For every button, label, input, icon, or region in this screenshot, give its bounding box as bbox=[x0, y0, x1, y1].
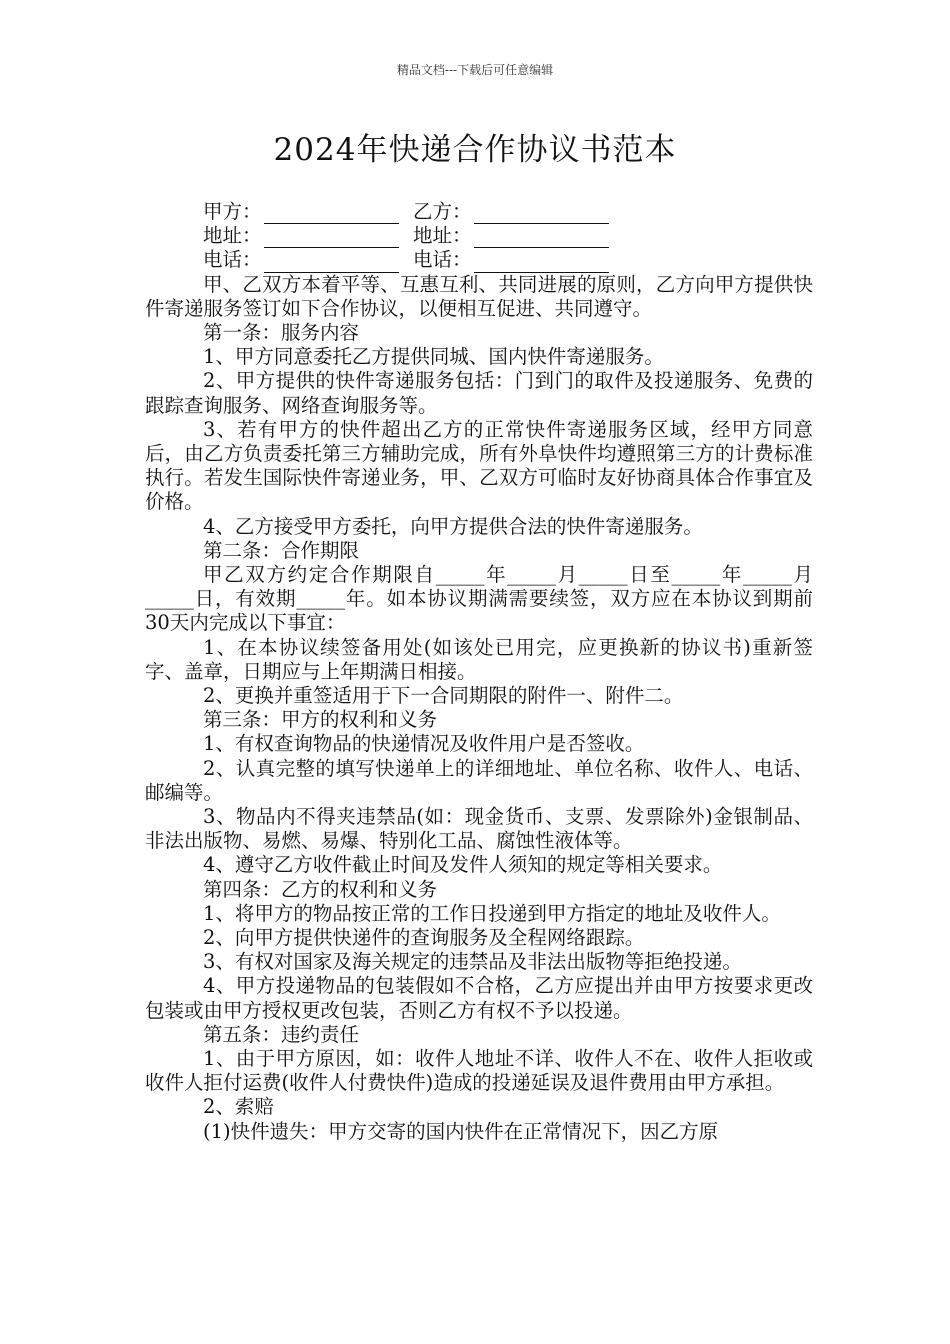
party-a-name-blank bbox=[264, 205, 399, 224]
clause-paragraph: (1)快件遗失：甲方交寄的国内快件在正常情况下，因乙方原 bbox=[203, 1119, 719, 1143]
section-heading: 第一条：服务内容 bbox=[203, 320, 360, 344]
party-row-names bbox=[145, 200, 813, 224]
party-row-phones bbox=[145, 248, 813, 272]
party-b-address bbox=[413, 224, 623, 248]
party-a-phone-blank bbox=[264, 254, 399, 273]
party-a-address bbox=[203, 224, 413, 248]
section-heading: 第三条：甲方的权利和义务 bbox=[203, 708, 438, 732]
party-b-name bbox=[413, 200, 623, 224]
party-a-address-blank bbox=[264, 229, 399, 248]
clause-paragraph: 3、有权对国家及海关规定的违禁品及非法出版物等拒绝投递。 bbox=[203, 950, 742, 974]
section-heading: 第五条：违约责任 bbox=[203, 1022, 360, 1046]
party-a-name-label: 甲方： bbox=[203, 199, 262, 223]
clause-paragraph: 2、甲方提供的快件寄递服务包括：门到门的取件及投递服务、免费的跟踪查询服务、网络查询服务等。 bbox=[145, 369, 813, 417]
clause-paragraph: 3、若有甲方的快件超出乙方的正常快件寄递服务区域，经甲方同意后，由乙方负责委托第三方辅助完成，所有外阜快件均遵照第三方的计费标准执行。若发生国际快件寄递业务，甲、乙双方可临时友好协商具体合作事宜及价格。 bbox=[145, 417, 813, 514]
clause-paragraph: 4、甲方投递物品的包装假如不合格，乙方应提出并由甲方按要求更改包装或由甲方授权更改包装，否则乙方有权不予以投递。 bbox=[145, 974, 813, 1022]
clause-paragraph: 1、甲方同意委托乙方提供同城、国内快件寄递服务。 bbox=[203, 345, 664, 369]
party-a-phone-label: 电话： bbox=[203, 248, 262, 272]
clause-paragraph: 甲、乙双方本着平等、互惠互利、共同进展的原则，乙方向甲方提供快件寄递服务签订如下合作协议，以便相互促进、共同遵守。 bbox=[145, 272, 813, 320]
party-b-phone bbox=[413, 248, 623, 272]
party-b-name-label: 乙方： bbox=[413, 199, 472, 223]
document-title: 2024年快递合作协议书范本 bbox=[273, 132, 677, 168]
clause-paragraph: 2、认真完整的填写快递单上的详细地址、单位名称、收件人、电话、邮编等。 bbox=[145, 756, 813, 804]
section-heading: 第二条：合作期限 bbox=[203, 538, 360, 562]
party-b-phone-blank bbox=[474, 254, 609, 273]
clause-paragraph: 甲乙双方约定合作期限自_____年_____月_____日至_____年_____月_____日，有效期_____年。如本协议期满需要续签，双方应在本协议到期前30天内完成以下事宜： bbox=[145, 563, 813, 635]
party-b-phone-label: 电话： bbox=[413, 248, 472, 272]
party-info-block bbox=[145, 200, 813, 273]
party-b-address-label: 地址： bbox=[413, 224, 472, 248]
clause-paragraph: 4、乙方接受甲方委托，向甲方提供合法的快件寄递服务。 bbox=[203, 514, 703, 538]
clause-paragraph: 1、有权查询物品的快递情况及收件用户是否签收。 bbox=[203, 732, 645, 756]
document-body bbox=[145, 200, 813, 1144]
clause-paragraph: 2、更换并重签适用于下一合同期限的附件一、附件二。 bbox=[203, 684, 684, 708]
agreement-text bbox=[145, 273, 813, 1144]
clause-paragraph: 2、向甲方提供快递件的查询服务及全程网络跟踪。 bbox=[203, 926, 645, 950]
page-header: 精品文档---下载后可任意编辑 bbox=[396, 63, 554, 77]
clause-paragraph: 1、由于甲方原因，如：收件人地址不详、收件人不在、收件人拒收或收件人拒付运费(收件人付费快件)造成的投递延误及退件费用由甲方承担。 bbox=[145, 1047, 813, 1095]
clause-paragraph: 1、将甲方的物品按正常的工作日投递到甲方指定的地址及收件人。 bbox=[203, 901, 781, 925]
clause-paragraph: 1、在本协议续签备用处(如该处已用完，应更换新的协议书)重新签字、盖章，日期应与上年期满日相接。 bbox=[145, 635, 813, 683]
party-b-name-blank bbox=[474, 205, 609, 224]
section-heading: 第四条：乙方的权利和义务 bbox=[203, 877, 438, 901]
party-b-address-blank bbox=[474, 229, 609, 248]
party-a-address-label: 地址： bbox=[203, 224, 262, 248]
clause-paragraph: 3、物品内不得夹违禁品(如：现金货币、支票、发票除外)金银制品、非法出版物、易燃、易爆、特别化工品、腐蚀性液体等。 bbox=[145, 805, 813, 853]
party-a-phone bbox=[203, 248, 413, 272]
clause-paragraph: 2、索赔 bbox=[203, 1095, 274, 1119]
party-a-name bbox=[203, 200, 413, 224]
clause-paragraph: 4、遵守乙方收件截止时间及发件人须知的规定等相关要求。 bbox=[203, 853, 723, 877]
party-row-addresses bbox=[145, 224, 813, 248]
